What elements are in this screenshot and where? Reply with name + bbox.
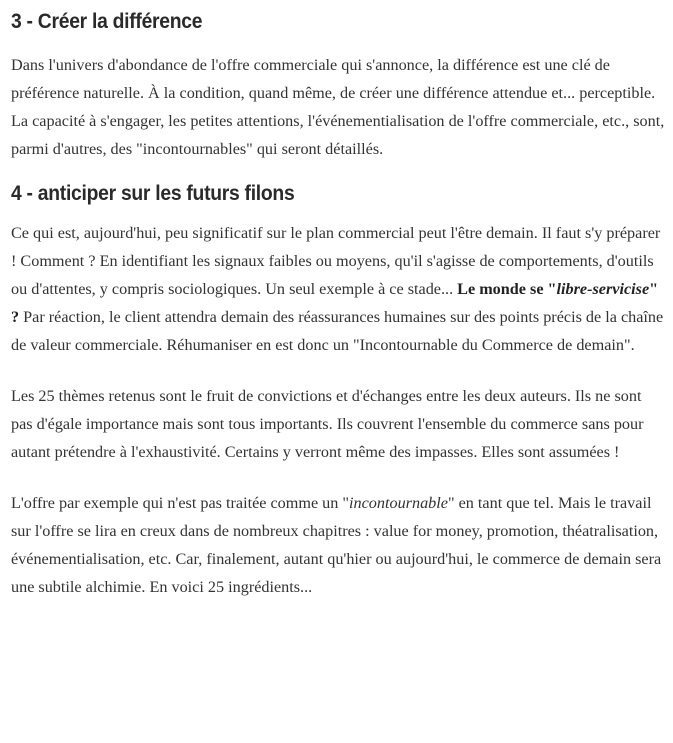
bold-phrase-start: Le monde se " <box>457 280 557 298</box>
offer-paragraph <box>11 489 666 601</box>
bold-phrase-end: " ? <box>11 280 659 326</box>
section-3-heading: 3 - Créer la différence <box>11 10 203 33</box>
section-3-paragraph: Dans l'univers d'abondance de l'offre commerciale qui s'annonce, la différence est une clé de préférence naturelle. À la condition, quand même, de créer une différence attendue et... perceptible. La capacité à s'engager, les petites attentions, l'événementialisation de l'offre commerciale, etc., sont, parmi d'autres, des "incontournables" qui seront détaillés. <box>11 56 665 158</box>
section-4-text-before: Ce qui est, aujourd'hui, peu significatif sur le plan commercial peut l'être demain. Il faut s'y préparer ! Comment ? En identifiant les signaux faibles ou moyens, qu'il s'agisse de comportements, d'outils ou d'attentes, y compris sociologiques. Un seul exemple à ce stade... <box>11 224 661 298</box>
bold-phrase-italic: libre-servicise <box>556 280 650 298</box>
section-4-paragraph <box>11 219 666 359</box>
offer-text-after: " en tant que tel. Mais le travail sur l'offre se lira en creux dans de nombreux chapitres : value for money, promotion, théatralisation, événementialisation, etc. Car, finalement, autant qu'hier ou aujourd'hui, le commerce de demain sera une subtile alchimie. En voici 25 ingrédients... <box>11 494 662 596</box>
article-content <box>11 0 666 601</box>
section-4-heading: 4 - anticiper sur les futurs filons <box>11 182 295 205</box>
section-4-text-after: Par réaction, le client attendra demain des réassurances humaines sur des points précis de la chaîne de valeur commerciale. Réhumaniser en est donc un "Incontournable du Commerce de demain". <box>11 308 664 354</box>
offer-text-before: L'offre par exemple qui n'est pas traitée comme un " <box>11 494 350 512</box>
themes-paragraph: Les 25 thèmes retenus sont le fruit de convictions et d'échanges entre les deux auteurs. Ils ne sont pas d'égale importance mais sont tous importants. Ils couvrent l'ensemble du commerce sans pour autant prétendre à l'exhaustivité. Certains y verront même des impasses. Elles sont assumées ! <box>11 387 644 461</box>
offer-italic-word: incontournable <box>349 494 448 512</box>
